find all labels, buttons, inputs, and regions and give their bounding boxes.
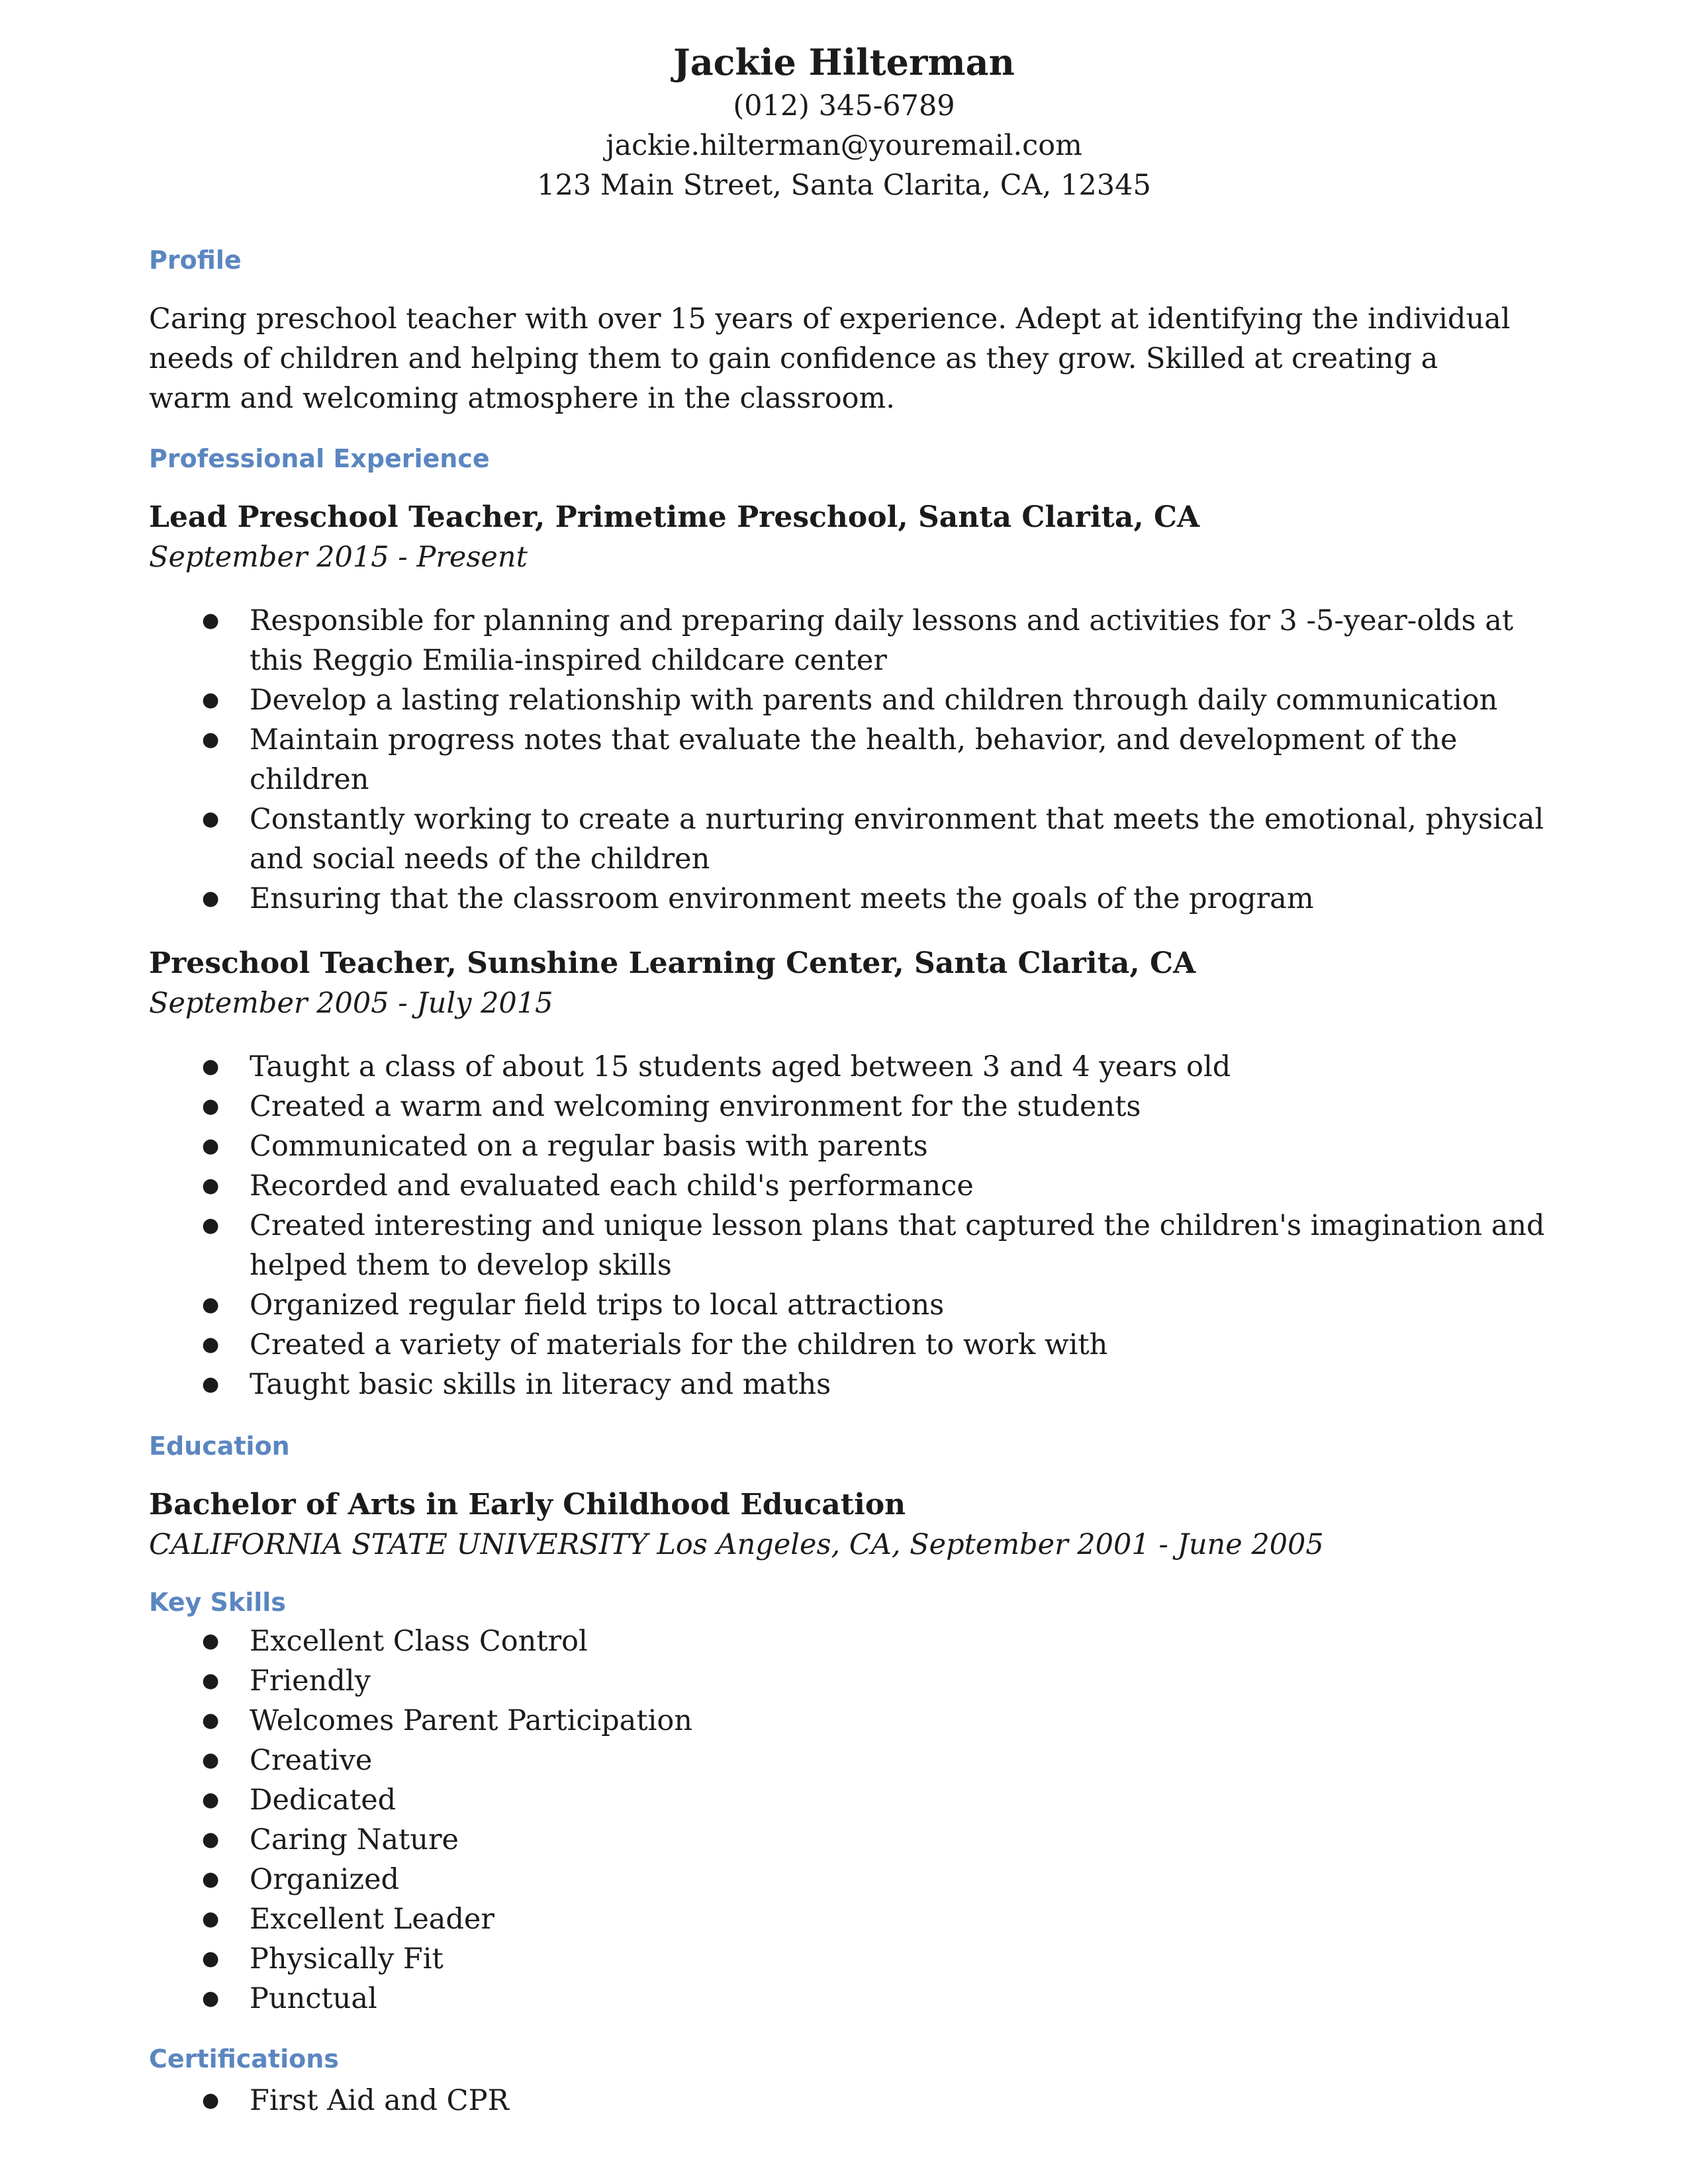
phone-number: (012) 345-6789 bbox=[733, 89, 955, 122]
job-dates: September 2015 - Present bbox=[149, 541, 528, 574]
bullet-icon: ● bbox=[202, 807, 220, 831]
bullet-icon: ● bbox=[202, 1333, 220, 1356]
job-responsibilities bbox=[149, 601, 1544, 919]
bullet-icon: ● bbox=[202, 1907, 220, 1931]
list-item: ● Creative bbox=[149, 1741, 1547, 1780]
bullet-icon: ● bbox=[202, 1629, 220, 1653]
list-item: ● Excellent Class Control bbox=[149, 1621, 1547, 1661]
list-item: ● Ensuring that the classroom environment meets the goals of the program bbox=[149, 879, 1547, 919]
profile-summary: Caring preschool teacher with over 15 years of experience. Adept at identifying the individual needs of children and helping them to gain confidence as they grow. Skilled at creating a warm and welcoming atmosphere in the classroom. bbox=[149, 302, 1511, 415]
job-entry bbox=[149, 944, 1545, 1404]
list-item: ● Dedicated bbox=[149, 1780, 1547, 1820]
list-item: ● First Aid and CPR bbox=[149, 2081, 1547, 2120]
list-item: ● Responsible for planning and preparing daily lessons and activities for 3 -5-year-olds at this Reggio Emilia-inspired childcare center bbox=[149, 601, 1547, 680]
bullet-icon: ● bbox=[202, 1293, 220, 1316]
bullet-icon: ● bbox=[202, 1373, 220, 1396]
bullet-icon: ● bbox=[202, 609, 220, 632]
list-item: ● Created a variety of materials for the children to work with bbox=[149, 1325, 1547, 1365]
bullet-icon: ● bbox=[202, 1947, 220, 1970]
street-address: 123 Main Street, Santa Clarita, CA, 12345 bbox=[537, 169, 1151, 202]
list-item: ● Organized bbox=[149, 1860, 1547, 1899]
list-item: ● Excellent Leader bbox=[149, 1899, 1547, 1939]
bullet-icon: ● bbox=[202, 2089, 220, 2112]
candidate-name: Jackie Hilterman bbox=[673, 41, 1015, 83]
list-item: ● Maintain progress notes that evaluate the health, behavior, and development of the children bbox=[149, 720, 1547, 799]
resume-header bbox=[149, 38, 1539, 205]
bullet-icon: ● bbox=[202, 1868, 220, 1891]
list-item: ● Recorded and evaluated each child's performance bbox=[149, 1166, 1547, 1206]
bullet-icon: ● bbox=[202, 688, 220, 711]
bullet-icon: ● bbox=[202, 1709, 220, 1732]
list-item: ● Created a warm and welcoming environment for the students bbox=[149, 1087, 1547, 1126]
education-heading: Education bbox=[149, 1432, 290, 1461]
list-item: ● Taught a class of about 15 students aged between 3 and 4 years old bbox=[149, 1047, 1547, 1087]
bullet-icon: ● bbox=[202, 887, 220, 910]
list-item: ● Caring Nature bbox=[149, 1820, 1547, 1860]
bullet-icon: ● bbox=[202, 1055, 220, 1078]
list-item: ● Constantly working to create a nurturing environment that meets the emotional, physical and social needs of the children bbox=[149, 799, 1547, 879]
bullet-icon: ● bbox=[202, 1669, 220, 1692]
job-entry bbox=[149, 498, 1544, 919]
skills-list bbox=[149, 1621, 1539, 2019]
certifications-list bbox=[149, 2081, 1539, 2120]
list-item: ● Punctual bbox=[149, 1979, 1547, 2019]
bullet-icon: ● bbox=[202, 1828, 220, 1851]
experience-heading: Professional Experience bbox=[149, 444, 490, 473]
bullet-icon: ● bbox=[202, 1174, 220, 1197]
job-responsibilities bbox=[149, 1047, 1545, 1404]
job-title: Lead Preschool Teacher, Primetime Preschool, Santa Clarita, CA bbox=[149, 500, 1200, 534]
bullet-icon: ● bbox=[202, 1214, 220, 1237]
skills-heading: Key Skills bbox=[149, 1588, 286, 1617]
list-item: ● Welcomes Parent Participation bbox=[149, 1701, 1547, 1741]
list-item: ● Physically Fit bbox=[149, 1939, 1547, 1979]
bullet-icon: ● bbox=[202, 1788, 220, 1811]
job-title: Preschool Teacher, Sunshine Learning Center, Santa Clarita, CA bbox=[149, 946, 1196, 980]
bullet-icon: ● bbox=[202, 728, 220, 751]
list-item: ● Communicated on a regular basis with parents bbox=[149, 1126, 1547, 1166]
resume-page bbox=[149, 38, 1545, 2120]
job-dates: September 2005 - July 2015 bbox=[149, 987, 553, 1020]
degree-title: Bachelor of Arts in Early Childhood Education bbox=[149, 1488, 906, 1522]
email-address: jackie.hilterman@youremail.com bbox=[606, 129, 1082, 162]
list-item: ● Created interesting and unique lesson plans that captured the children's imagination and helped them to develop skills bbox=[149, 1206, 1547, 1285]
profile-heading: Profile bbox=[149, 246, 242, 275]
list-item: ● Taught basic skills in literacy and maths bbox=[149, 1365, 1547, 1404]
bullet-icon: ● bbox=[202, 1749, 220, 1772]
bullet-icon: ● bbox=[202, 1134, 220, 1158]
certifications-heading: Certifications bbox=[149, 2044, 339, 2073]
bullet-icon: ● bbox=[202, 1987, 220, 2010]
list-item: ● Friendly bbox=[149, 1661, 1547, 1701]
bullet-icon: ● bbox=[202, 1095, 220, 1118]
school-details: CALIFORNIA STATE UNIVERSITY Los Angeles, CA, September 2001 - June 2005 bbox=[149, 1528, 1324, 1561]
list-item: ● Develop a lasting relationship with parents and children through daily communication bbox=[149, 680, 1547, 720]
list-item: ● Organized regular field trips to local attractions bbox=[149, 1285, 1547, 1325]
